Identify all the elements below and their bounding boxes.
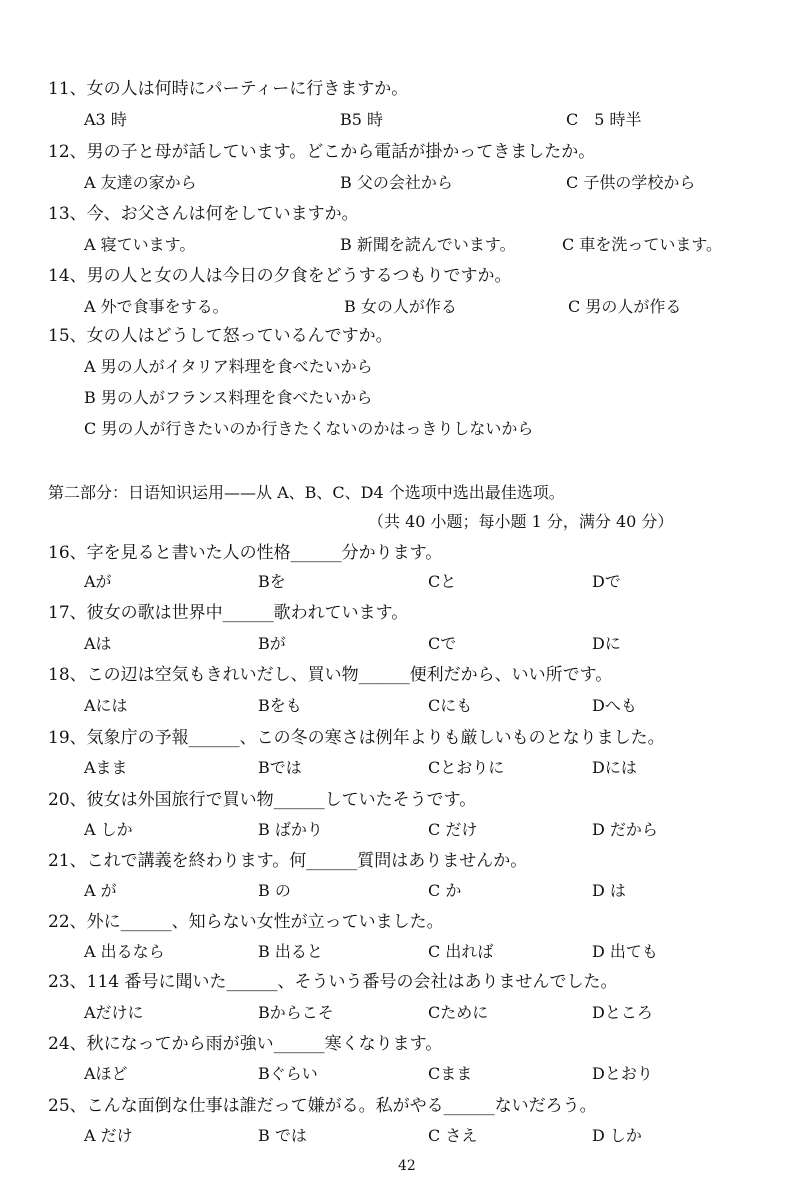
option-17-d: Dに [592, 634, 621, 653]
section-2-title: 第二部分：日语知识运用——从 A、B、C、D4 个选项中选出最佳选项。 [48, 483, 565, 502]
question-20: 20、彼女は外国旅行で買い物______していたそうです。 [48, 790, 477, 810]
option-22-a: A 出るなら [84, 942, 165, 961]
option-23-d: Dところ [592, 1003, 653, 1022]
option-19-b: Bでは [258, 758, 302, 777]
option-18-d: Dへも [592, 696, 637, 715]
option-21-c: C か [428, 881, 462, 900]
option-14-a: A 外で食事をする。 [84, 297, 229, 316]
option-18-c: Cにも [428, 696, 473, 715]
question-18: 18、この辺は空気もきれいだし、買い物______便利だから、いい所です。 [48, 665, 613, 685]
option-17-c: Cで [428, 634, 457, 653]
option-13-b: B 新聞を読んでいます。 [340, 235, 516, 254]
option-15-a: A 男の人がイタリア料理を食べたいから [84, 357, 373, 376]
option-24-d: Dとおり [592, 1064, 653, 1083]
question-16: 16、字を見ると書いた人の性格______分かります。 [48, 543, 443, 563]
option-22-c: C 出れば [428, 942, 494, 961]
option-15-c: C 男の人が行きたいのか行きたくないのかはっきりしないから [84, 419, 534, 438]
option-16-d: Dで [592, 572, 621, 591]
question-19: 19、気象庁の予報______、この冬の寒さは例年よりも厳しいものとなりました。 [48, 728, 665, 748]
option-13-a: A 寝ています。 [84, 235, 196, 254]
option-25-c: C さえ [428, 1126, 478, 1145]
option-24-a: Aほど [84, 1064, 128, 1083]
question-24: 24、秋になってから雨が強い______寒くなります。 [48, 1034, 443, 1054]
question-11: 11、女の人は何時にパーティーに行きますか。 [48, 79, 409, 99]
option-23-b: Bからこそ [258, 1003, 334, 1022]
question-23: 23、114 番号に聞いた______、そういう番号の会社はありませんでした。 [48, 972, 618, 992]
option-12-b: B 父の会社から [340, 173, 453, 192]
option-16-a: Aが [84, 572, 112, 591]
question-25: 25、こんな面倒な仕事は誰だって嫌がる。私がやる______ないだろう。 [48, 1096, 597, 1116]
option-11-b: B5 時 [340, 110, 384, 129]
question-13: 13、今、お父さんは何をしていますか。 [48, 204, 359, 224]
option-20-a: A しか [84, 820, 133, 839]
option-19-d: Dには [592, 758, 637, 777]
question-14: 14、男の人と女の人は今日の夕食をどうするつもりですか。 [48, 266, 512, 286]
option-20-b: B ばかり [258, 820, 323, 839]
option-13-c: C 車を洗っています。 [562, 235, 723, 254]
option-22-b: B 出ると [258, 942, 323, 961]
option-12-a: A 友達の家から [84, 173, 197, 192]
option-23-a: Aだけに [84, 1003, 144, 1022]
option-17-b: Bが [258, 634, 286, 653]
option-14-c: C 男の人が作る [568, 297, 682, 316]
option-11-c: C 5 時半 [566, 110, 642, 129]
option-11-a: A3 時 [84, 110, 127, 129]
option-21-d: D は [592, 881, 626, 900]
option-24-c: Cまま [428, 1064, 473, 1083]
option-25-d: D しか [592, 1126, 642, 1145]
option-23-c: Cために [428, 1003, 489, 1022]
option-21-b: B の [258, 881, 291, 900]
option-25-b: B では [258, 1126, 307, 1145]
question-15: 15、女の人はどうして怒っているんですか。 [48, 326, 393, 346]
option-14-b: B 女の人が作る [344, 297, 457, 316]
option-24-b: Bぐらい [258, 1064, 318, 1083]
option-16-c: Cと [428, 572, 457, 591]
option-21-a: A が [84, 881, 117, 900]
page-number: 42 [398, 1158, 416, 1174]
option-25-a: A だけ [84, 1126, 133, 1145]
section-2-note: （共 40 小题；每小题 1 分，满分 40 分） [368, 512, 674, 531]
option-12-c: C 子供の学校から [566, 173, 696, 192]
question-12: 12、男の子と母が話しています。どこから電話が掛かってきましたか。 [48, 142, 596, 162]
question-22: 22、外に______、知らない女性が立っていました。 [48, 912, 444, 932]
option-15-b: B 男の人がフランス料理を食べたいから [84, 388, 373, 407]
option-18-b: Bをも [258, 696, 302, 715]
question-17: 17、彼女の歌は世界中______歌われています。 [48, 603, 409, 623]
question-21: 21、これで講義を終わります。何______質問はありませんか。 [48, 851, 528, 871]
option-20-c: C だけ [428, 820, 478, 839]
option-22-d: D 出ても [592, 942, 658, 961]
option-20-d: D だから [592, 820, 658, 839]
option-18-a: Aには [84, 696, 128, 715]
option-17-a: Aは [84, 634, 112, 653]
option-19-a: Aまま [84, 758, 128, 777]
option-16-b: Bを [258, 572, 286, 591]
option-19-c: Cとおりに [428, 758, 505, 777]
